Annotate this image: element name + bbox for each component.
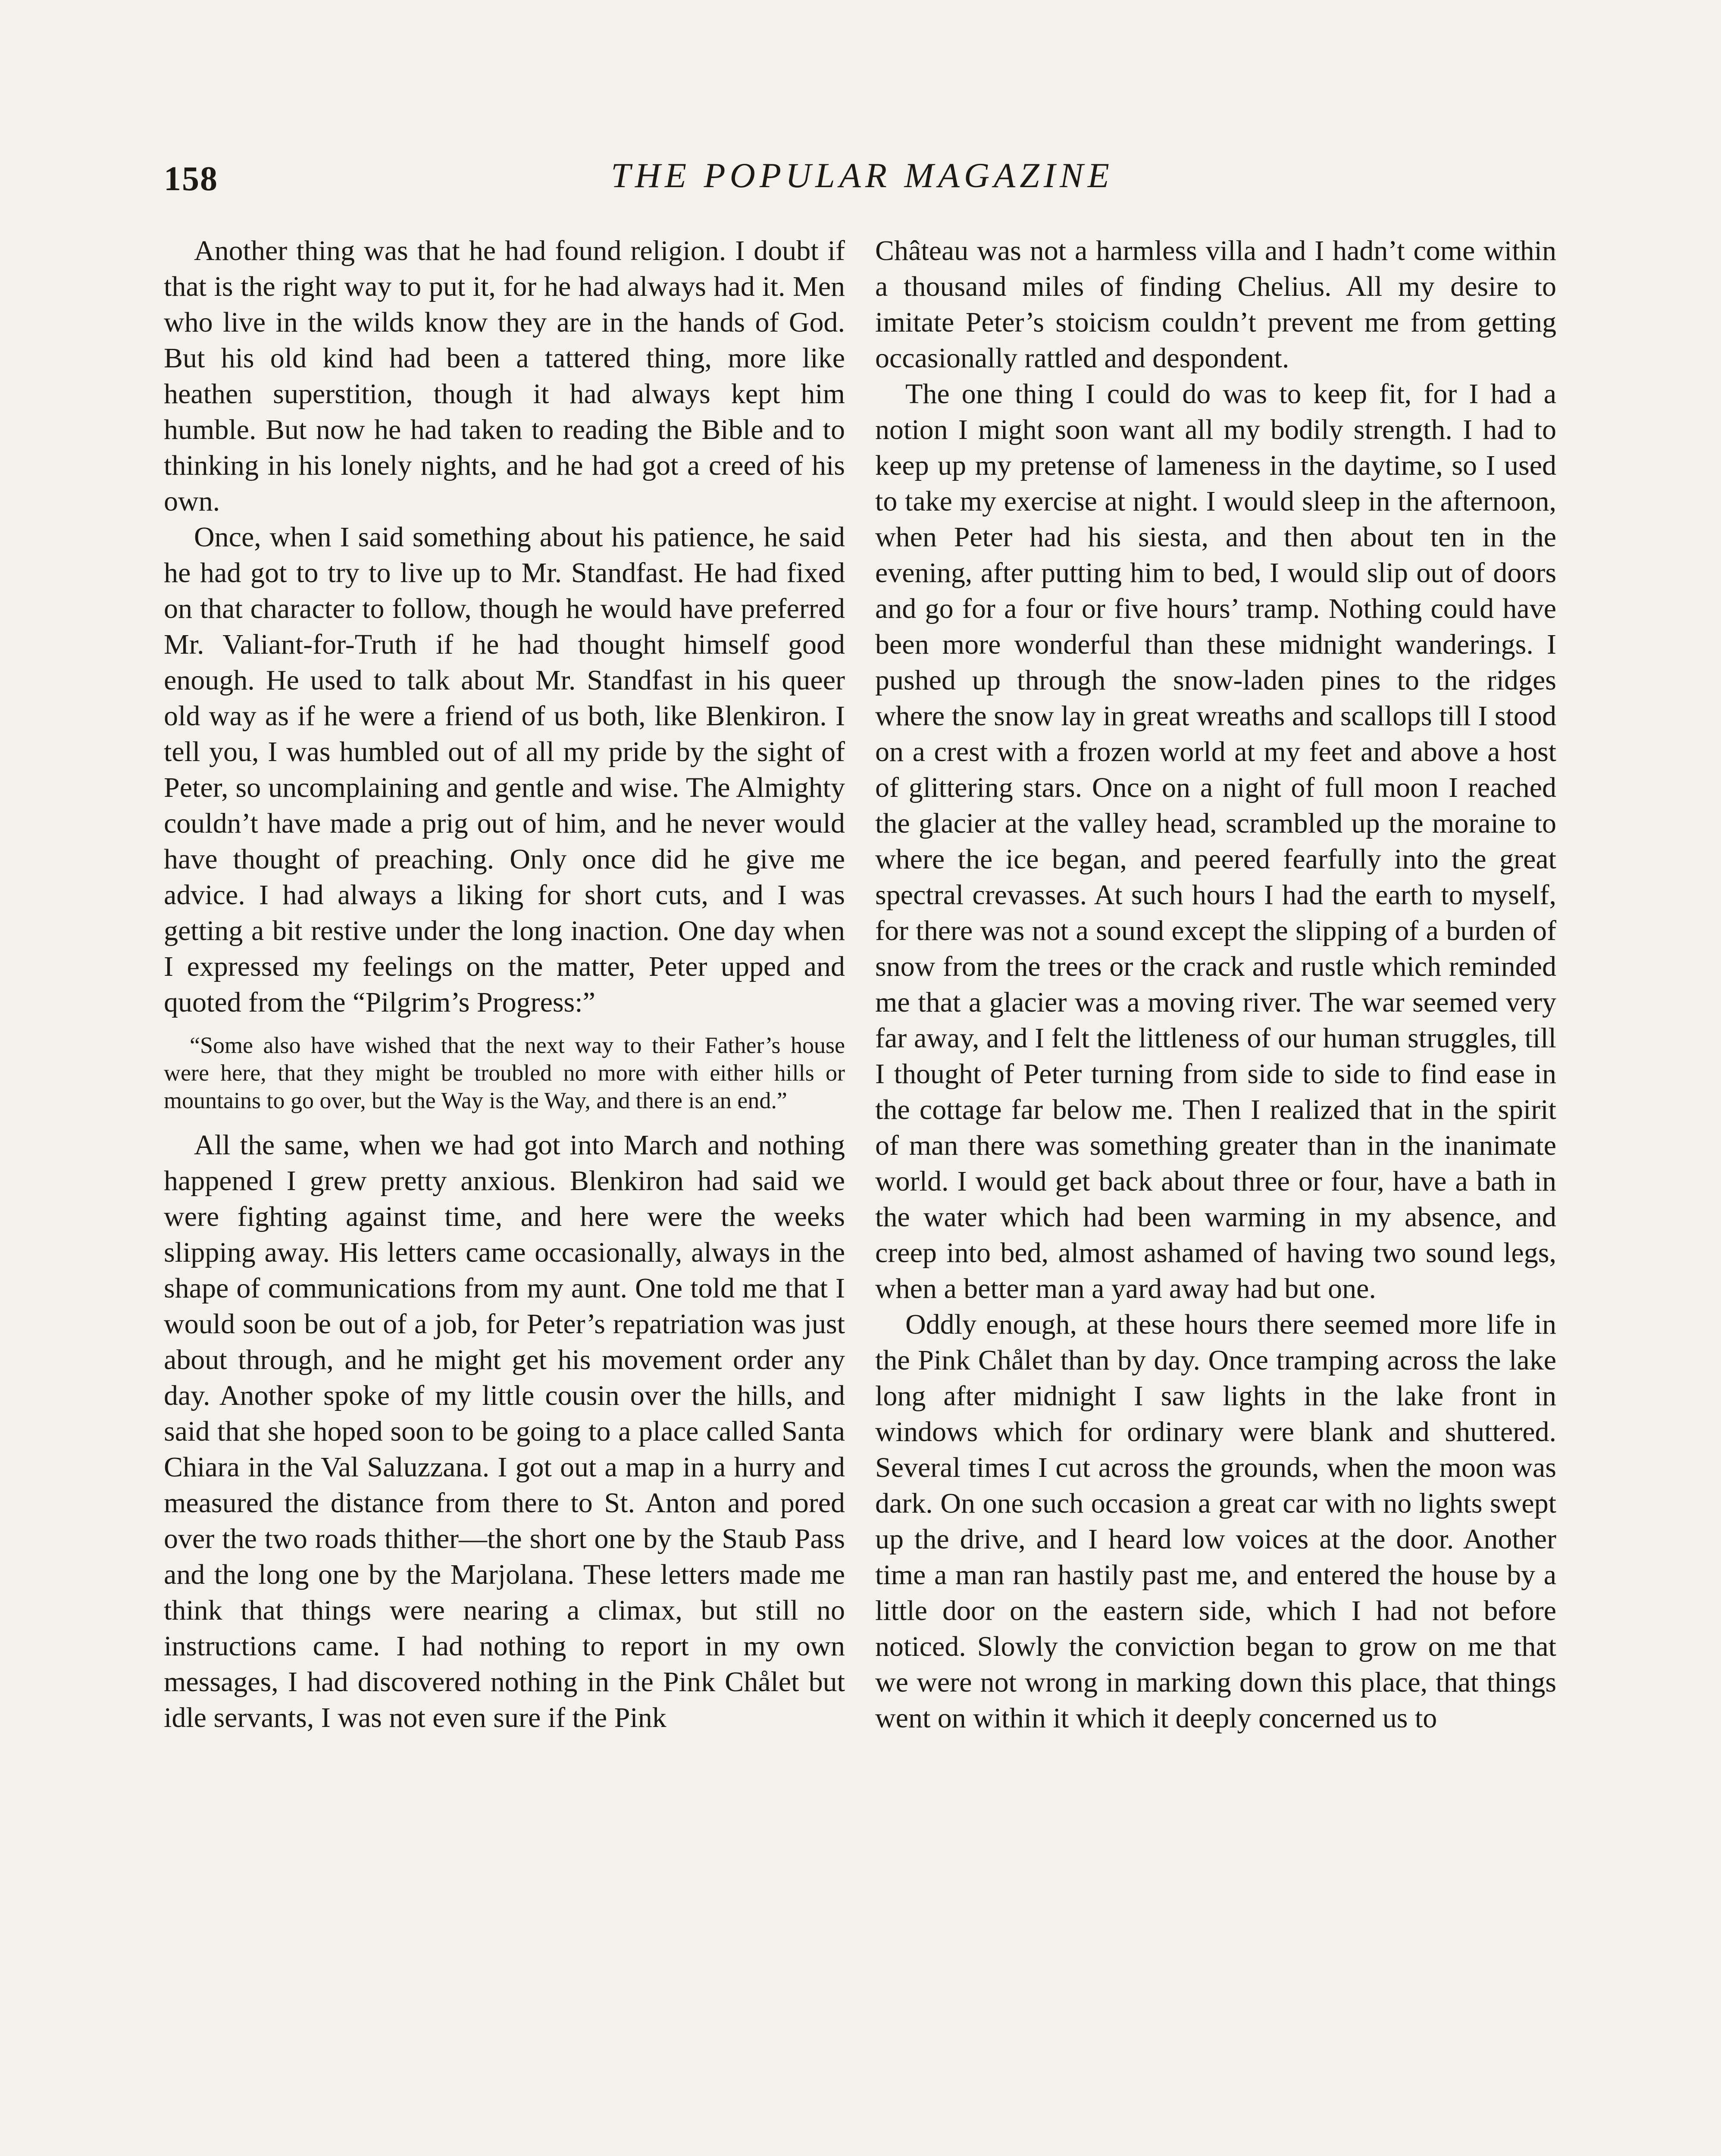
paragraph: Another thing was that he had found religion. I doubt if that is the right way to put it, for he had always had it. Men who live in the wilds know they are in the hands of God. But his old kind had been a tattered thing, more like heathen superstition, though it had always kept him humble. But now he had taken to reading the Bible and to thinking in his lonely nights, and he had got a creed of his own. bbox=[164, 235, 845, 517]
paragraph: Oddly enough, at these hours there seemed more life in the Pink Chålet than by day. Once tramping across the lake long after midnight I saw lights in the lake front in windows which for ordinary were blank and shuttered. Several times I cut across the grounds, when the moon was dark. On one such occasion a great car with no lights swept up the drive, and I heard low voices at the door. Another time a man ran hastily past me, and entered the house by a little door on the eastern side, which I had not before noticed. Slowly the conviction began to grow on me that we were not wrong in marking down this place, that things went on within it which it deeply concerned us to bbox=[875, 1309, 1556, 1734]
page-number: 158 bbox=[164, 160, 218, 198]
running-title: THE POPULAR MAGAZINE bbox=[611, 156, 1114, 195]
paragraph-continued: Château was not a harmless villa and I hadn’t come within a thousand miles of finding Chelius. All my desire to imitate Peter’s stoicism couldn’t prevent me from getting occasionally rattled and despondent. bbox=[875, 235, 1556, 374]
paragraph: All the same, when we had got into March and nothing happened I grew pretty anxious. Blenkiron had said we were fighting against time, and here were the weeks slipping away. His letters came occasionally, always in the shape of communications from my aunt. One told me that I would soon be out of a job, for Peter’s repatriation was just about through, and he might get his movement order any day. Another spoke of my little cousin over the hills, and said that she hoped soon to be going to a place called Santa Chiara in the Val Saluzzana. I got out a map in a hurry and measured the distance from there to St. Anton and pored over the two roads thither—the short one by the Staub Pass and the long one by the Marjolana. These letters made me think that things were nearing a climax, but still no instructions came. I had nothing to report in my own messages, I had discovered nothing in the Pink Chålet but idle servants, I was not even sure if the Pink bbox=[164, 1129, 845, 1733]
page-header bbox=[164, 155, 1561, 207]
block-quote: “Some also have wished that the next way to their Father’s house were here, that they might be troubled no more with either hills or mountains to go over, but the Way is the Way, and there is an end.” bbox=[164, 1032, 845, 1113]
paragraph: The one thing I could do was to keep fit, for I had a notion I might soon want all my bodily strength. I had to keep up my pretense of lameness in the daytime, so I used to take my exercise at night. I would sleep in the afternoon, when Peter had his siesta, and then about ten in the evening, after putting him to bed, I would slip out of doors and go for a four or five hours’ tramp. Nothing could have been more wonderful than these midnight wanderings. I pushed up through the snow-laden pines to the ridges where the snow lay in great wreaths and scallops till I stood on a crest with a frozen world at my feet and above a host of glittering stars. Once on a night of full moon I reached the glacier at the valley head, scrambled up the moraine to where the ice began, and peered fearfully into the great spectral crevasses. At such hours I had the earth to myself, for there was not a sound except the slipping of a burden of snow from the trees or the crack and rustle which reminded me that a glacier was a moving river. The war seemed very far away, and I felt the littleness of our human struggles, till I thought of Peter turning from side to side to find ease in the cottage far below me. Then I realized that in the spirit of man there was something greater than in the inanimate world. I would get back about three or four, have a bath in the water which had been warming in my absence, and creep into bed, almost ashamed of having two sound legs, when a better man a yard away had but one. bbox=[875, 378, 1556, 1304]
left-column bbox=[164, 233, 845, 1736]
paragraph: Once, when I said something about his patience, he said he had got to try to live up to Mr. Standfast. He had fixed on that character to follow, though he would have preferred Mr. Valiant-for-Truth if he had thought himself good enough. He used to talk about Mr. Standfast in his queer old way as if he were a friend of us both, like Blenkiron. I tell you, I was humbled out of all my pride by the sight of Peter, so uncomplaining and gentle and wise. The Almighty couldn’t have made a prig out of him, and he never would have thought of preaching. Only once did he give me advice. I had always a liking for short cuts, and I was getting a bit restive under the long inaction. One day when I expressed my feelings on the matter, Peter upped and quoted from the “Pilgrim’s Progress:” bbox=[164, 521, 845, 1018]
right-column bbox=[875, 233, 1556, 1736]
